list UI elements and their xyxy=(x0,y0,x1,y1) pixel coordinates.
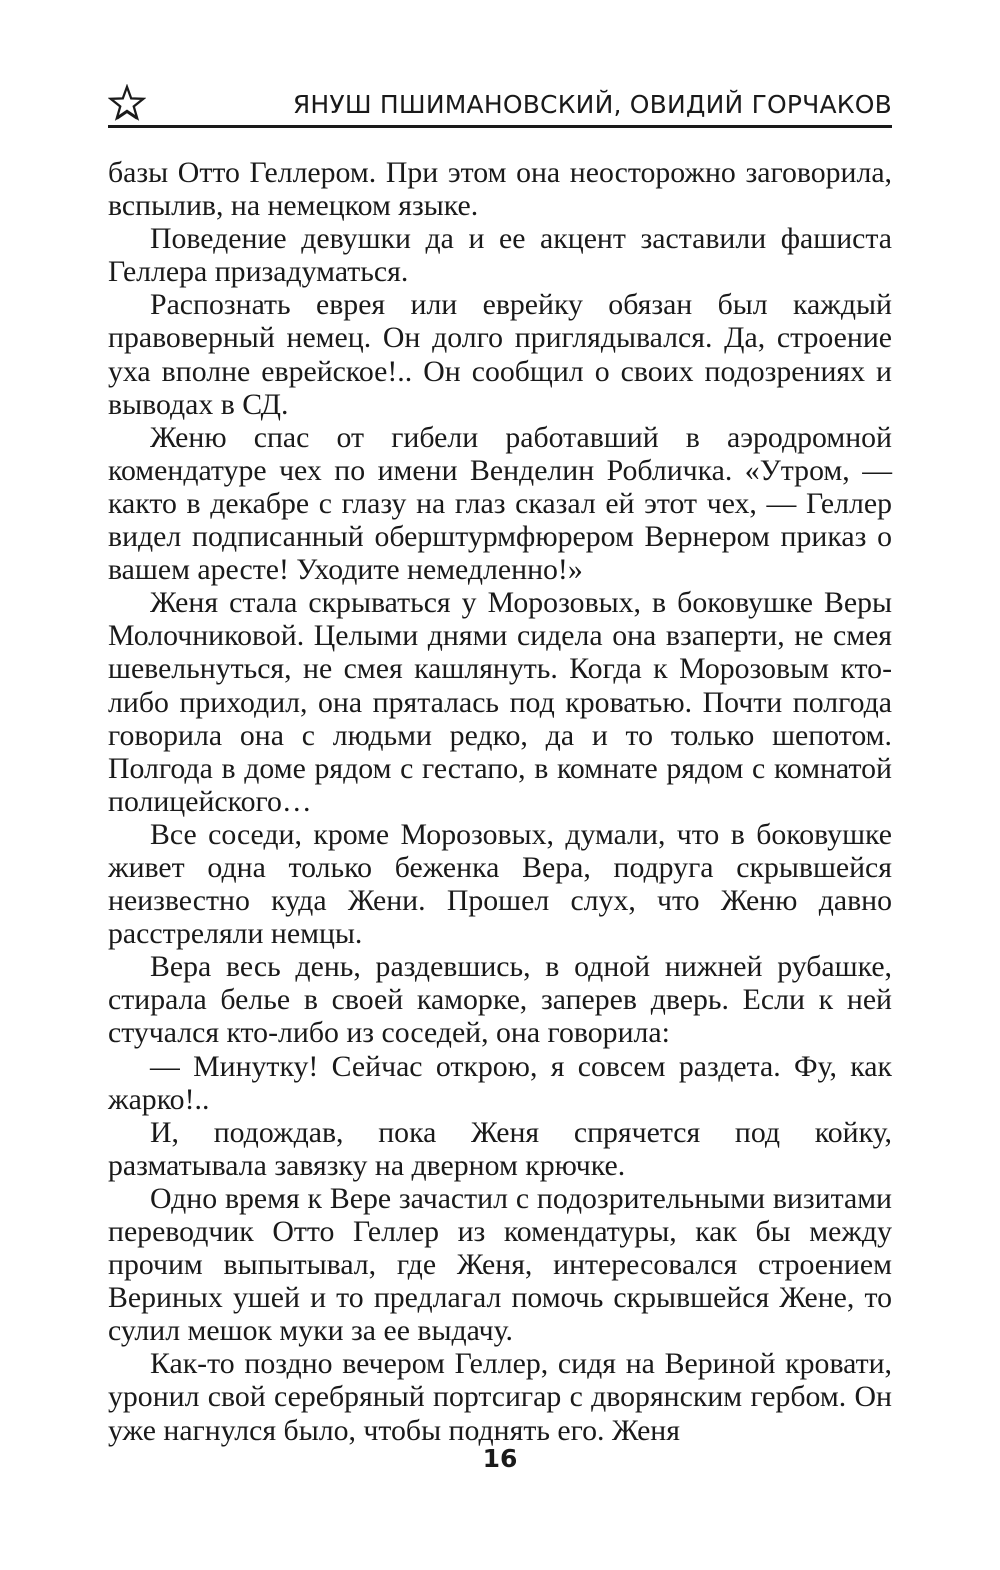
paragraph: Поведение девушки да и ее акцент заставили фашиста Геллера призадуматься. xyxy=(108,222,892,289)
paragraph: Как-то поздно вечером Геллер, сидя на Вериной кровати, уронил свой серебряный портсигар с дворянским гербом. Он уже нагнулся было, чтобы поднять его. Женя xyxy=(108,1347,892,1447)
paragraph: Вера весь день, раздевшись, в одной нижней рубашке, стирала белье в своей каморке, заперев дверь. Если к ней стучался кто-либо из соседей, она говорила: xyxy=(108,950,892,1050)
body-text xyxy=(108,156,892,1447)
star-outline-icon xyxy=(108,84,146,122)
paragraph: Женя стала скрываться у Морозовых, в боковушке Веры Молочниковой. Целыми днями сидела она взаперти, не смея шевельнуться, не смея кашлянуть. Когда к Морозовым кто-либо приходил, она пряталась под кроватью. Почти полгода говорила она с людьми редко, да и то только шепотом. Полгода в доме рядом с гестапо, в комнате рядом с комнатой полицейского… xyxy=(108,586,892,818)
paragraph: Все соседи, кроме Морозовых, думали, что в боковушке живет одна только беженка Вера, подруга скрывшейся неизвестно куда Жени. Прошел слух, что Женю давно расстреляли немцы. xyxy=(108,817,892,951)
paragraph: Одно время к Вере зачастил с подозрительными визитами переводчик Отто Геллер из комендатуры, как бы между прочим выпытывал, где Женя, интересовался строением Вериных ушей и то предлагал помочь скрывшейся Жене, то сулил мешок муки за ее выдачу. xyxy=(108,1181,892,1348)
header-divider xyxy=(108,125,892,128)
running-header xyxy=(108,80,892,130)
page-number: 16 xyxy=(482,1444,518,1473)
paragraph: — Минутку! Сейчас открою, я совсем раздета. Фу, как жарко!.. xyxy=(108,1049,892,1116)
running-header-title: ЯНУШ ПШИМАНОВСКИЙ, ОВИДИЙ ГОРЧАКОВ xyxy=(292,90,892,119)
paragraph: Женю спас от гибели работавший в аэродромной комендатуре чех по имени Венделин Робличка. «Утром, — както в декабре с глазу на глаз сказал ей этот чех, — Геллер видел подписанный оберштурмфюрером Вернером приказ о вашем аресте! Уходите немедленно!» xyxy=(108,420,892,587)
paragraph: Распознать еврея или еврейку обязан был каждый правоверный немец. Он долго приглядывался. Да, строение уха вполне еврейское!.. Он сообщил о своих подозрениях и выводах в СД. xyxy=(108,288,892,421)
paragraph: базы Отто Геллером. При этом она неосторожно заговорила, вспылив, на немецком языке. xyxy=(108,156,892,223)
paragraph: И, подождав, пока Женя спрячется под койку, разматывала завязку на дверном крючке. xyxy=(108,1115,892,1182)
